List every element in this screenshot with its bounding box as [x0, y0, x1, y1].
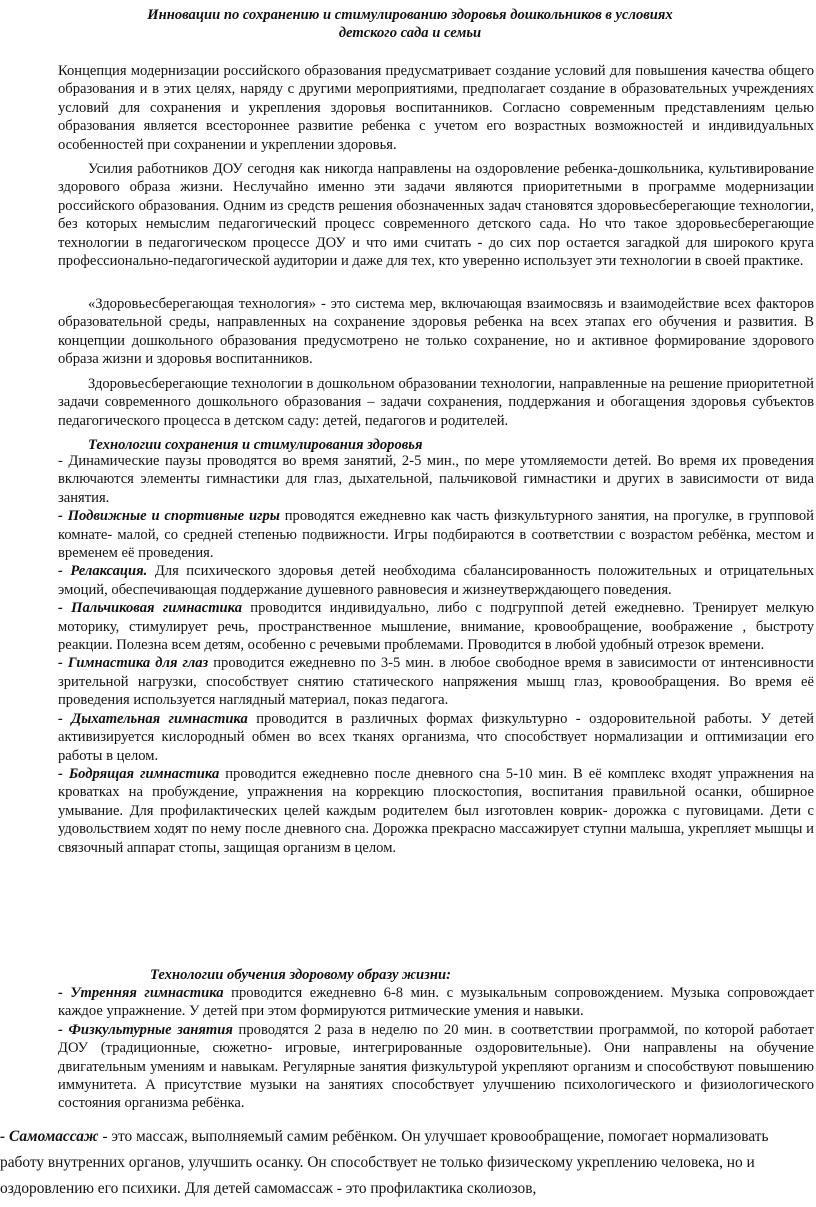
section-preservation-list [58, 452, 814, 857]
title-line-2: детского сада и семьи [338, 25, 482, 41]
item-text: Динамические паузы проводятся во время занятий, 2-5 мин., по мере утомляемости детей. Во время их проведения включаются элементы гимнастики для глаз, дыхательной, пальчиковой гимнастики и других в зависимости от вида занятия. [58, 453, 814, 506]
item-text: проводятся ежедневно как часть физкультурного занятия, на прогулке, в групповой комнате- малой, со средней степенью подвижности. Игры подбираются в соответствии с возрастом ребёнка, местом и временем её проведения. [58, 508, 814, 562]
item-text: проводится в различных формах физкультурно - оздоровительной работы. У детей активизируется кислородный обмен во всех тканях организма, что способствует нормализации и оптимизации его работы в целом. [58, 710, 814, 764]
section-heading-preservation: Технологии сохранения и стимулирования здоровья [88, 437, 423, 453]
item-text: Для психического здоровья детей необходима сбалансированность положительных и отрицательных эмоций, обеспечивающая поддержание душевного равновесия и жизнеутверждающего поведения. [58, 563, 814, 598]
intro-paragraph-2: Усилия работников ДОУ сегодня как никогда направлены на оздоровление ребенка-дошкольника, культивирование здорового образа жизни. Неслучайно именно эти задачи являются приоритетными в программе модернизации российского образования. Одним из средств решения обозначенных задач становятся здоровьесберегающие технологии, без которых немыслим педагогический процесс современного детского сада. Но что такое здоровьесберегающие технологии в педагогическом процессе ДОУ и что ими считать - до сих пор остается загадкой для широкого круга профессионально-педагогической аудитории и даже для тех, кто уверенно использует эти технологии в своей практике. [58, 161, 814, 270]
document-title [60, 6, 760, 42]
list-item [58, 507, 814, 562]
item-term: - Физкультурные занятия [58, 1021, 233, 1038]
item-term: - Пальчиковая гимнастика [58, 600, 243, 617]
item-term: - Самомассаж [0, 1128, 99, 1145]
list-item [58, 765, 814, 857]
title-line-1: Инновации по сохранению и стимулированию здоровья дошкольников в условиях [147, 7, 673, 23]
list-item [58, 984, 814, 1021]
item-text: проводятся 2 раза в неделю по 20 мин. в соответствии программой, по которой работает ДОУ (традиционные, сюжетно- игровые, интегрированные оздоровительные). Они направлены на обучение двигательным умениям и навыкам. Регулярные занятия физкультурой укрепляют организм и способствуют повышению иммунитета. А присутствие музыки на занятиях способствует улучшению психологического и физиологического состояния организма ребёнка. [58, 1021, 814, 1112]
list-item [58, 562, 814, 599]
list-item [58, 654, 814, 709]
intro-paragraph-1: Концепция модернизации российского образования предусматривает создание условий для повышения качества общего образования и в этих целях, наряду с другими мероприятиями, предполагает создание в образовательных учреждениях условий для сохранения и укрепления здоровья воспитанников. Согласно современным представлениям целью образования является всестороннее развитие ребенка с учетом его возрастных возможностей и индивидуальных особенностей при сохранении и укреплении здоровья. [58, 63, 814, 153]
section-education-list [58, 984, 814, 1113]
item-term: - Релаксация. [58, 563, 148, 580]
list-item [58, 710, 814, 765]
intro-paragraph-3: «Здоровьесберегающая технология» - это система мер, включающая взаимосвязь и взаимодействие всех факторов образовательной среды, направленных на сохранение здоровья ребенка на всех этапах его обучения и развития. В концепции дошкольного образования предусмотрено не только сохранение, но и активное формирование здорового образа жизни и здоровья воспитанников. [58, 296, 814, 368]
list-item [58, 599, 814, 654]
item-prefix: - [58, 453, 69, 469]
item-text: проводится ежедневно после дневного сна 5-10 мин. В её комплекс входят упражнения на кроватках на пробуждение, упражнения на коррекцию плоскостопия, воспитания правильной осанки, обширное умывание. Для профилактических целей каждым родителем был изготовлен коврик- дорожка с пуговицами. Дети с удовольствием ходят по нему после дневного сна. Дорожка прекрасно массажирует ступни малыша, укрепляет мышцы и связочный аппарат стопы, защищая организм в целом. [58, 765, 814, 856]
item-text: - это массаж, выполняемый самим ребёнком. Он улучшает кровообращение, помогает нормализовать работу внутренних органов, улучшить осанку. Он способствует не только физическому укреплению человека, но и оздоровлению его психики. Для детей самомассаж - это профилактика сколиозов, [0, 1128, 769, 1197]
list-item [58, 1021, 814, 1113]
item-term: - Бодрящая гимнастика [58, 765, 220, 782]
item-term: - Гимнастика для глаз [58, 655, 209, 672]
item-text: проводится ежедневно 6-8 мин. с музыкальным сопровождением. Музыка сопровождает каждое упражнение. У детей при этом формируются ритмические умения и навыки. [58, 985, 814, 1020]
item-text: проводится индивидуально, либо с подгруппой детей ежедневно. Тренирует мелкую моторику, стимулирует речь, пространственное мышление, внимание, кровообращение, воображение , быстроту реакции. Полезна всем детям, особенно с речевыми проблемами. Проводится в любой удобный отрезок времени. [58, 600, 815, 654]
item-term: - Подвижные и спортивные игры [58, 508, 280, 525]
list-item [58, 452, 814, 507]
item-term: - Утренняя гимнастика [58, 985, 224, 1001]
section-heading-education: Технологии обучения здоровому образу жизни: [150, 967, 451, 983]
list-item-self-massage [0, 1124, 814, 1202]
item-term: - Дыхательная гимнастика [58, 710, 248, 727]
item-text: проводится ежедневно по 3-5 мин. в любое свободное время в зависимости от интенсивности зрительной нагрузки, способствует снятию статического напряжения мышц глаз, кровообращения. Во время её проведения используется наглядный материал, показ педагога. [58, 655, 814, 709]
intro-paragraph-4: Здоровьесберегающие технологии в дошкольном образовании технологии, направленные на решение приоритетной задачи современного дошкольного образования – задачи сохранения, поддержания и обогащения здоровья субъектов педагогического процесса в детском саду: детей, педагогов и родителей. [58, 376, 814, 429]
